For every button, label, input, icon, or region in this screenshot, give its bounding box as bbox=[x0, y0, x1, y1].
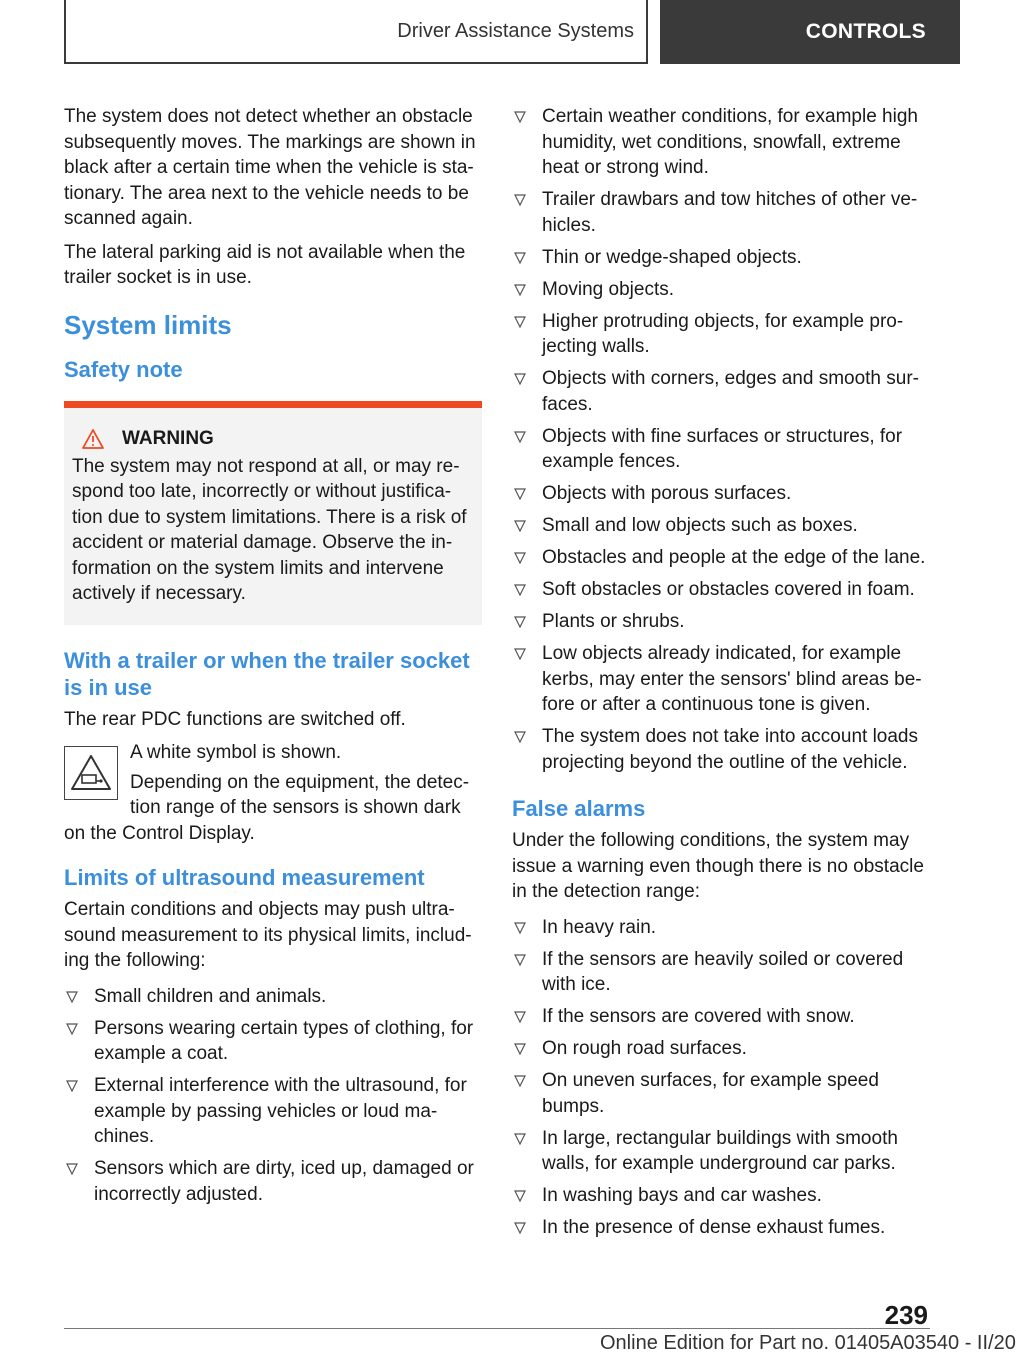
symbol-block bbox=[64, 740, 482, 846]
triangle-bullet-icon bbox=[514, 954, 526, 966]
list-item-text: The system does not take into account loads projecting beyond the outline of the vehicle. bbox=[542, 726, 918, 773]
list-item-text: In washing bays and car washes. bbox=[542, 1185, 822, 1206]
triangle-bullet-icon bbox=[66, 991, 78, 1003]
heading-safety-note: Safety note bbox=[64, 357, 183, 382]
list-item bbox=[64, 1156, 482, 1207]
list-item bbox=[512, 1036, 930, 1062]
list-item bbox=[512, 1215, 930, 1241]
chapter-title: CONTROLS bbox=[805, 20, 926, 43]
triangle-bullet-icon bbox=[514, 616, 526, 628]
list-item-text: Soft obstacles or obstacles covered in foam. bbox=[542, 579, 915, 600]
list-item bbox=[512, 577, 930, 603]
list-item bbox=[512, 545, 930, 571]
list-item-text: Objects with porous surfaces. bbox=[542, 483, 792, 504]
trailer-warning-symbol-icon bbox=[64, 746, 118, 800]
list-item-text: Objects with corners, edges and smooth sur-faces. bbox=[542, 368, 920, 415]
list-item bbox=[512, 481, 930, 507]
triangle-bullet-icon bbox=[514, 431, 526, 443]
triangle-bullet-icon bbox=[514, 1043, 526, 1055]
list-item bbox=[64, 1073, 482, 1150]
list-item-text: Objects with fine surfaces or structures, for example fences. bbox=[542, 425, 903, 472]
paragraph: The rear PDC functions are switched off. bbox=[64, 708, 406, 730]
triangle-bullet-icon bbox=[514, 488, 526, 500]
list-item bbox=[64, 984, 482, 1010]
list-item bbox=[512, 513, 930, 539]
warning-triangle-icon bbox=[82, 429, 104, 449]
list-item-text: Small and low objects such as boxes. bbox=[542, 515, 858, 536]
paragraph: Under the following conditions, the system may issue a warning even though there is no obstacle in the detection range: bbox=[512, 830, 924, 902]
right-column bbox=[512, 104, 930, 1247]
header-chapter-tab[interactable] bbox=[660, 0, 960, 64]
footer-edition: Online Edition for Part no. 01405A03540 - II/20 bbox=[600, 1332, 1016, 1354]
list-item bbox=[512, 947, 930, 998]
triangle-bullet-icon bbox=[514, 1222, 526, 1234]
ultrasound-limits-list bbox=[64, 984, 482, 1208]
list-item bbox=[512, 187, 930, 238]
list-item-text: Moving objects. bbox=[542, 278, 675, 300]
list-item bbox=[512, 245, 930, 271]
list-item-text: On rough road surfaces. bbox=[542, 1038, 747, 1059]
list-item bbox=[512, 1183, 930, 1209]
triangle-bullet-icon bbox=[514, 1190, 526, 1202]
triangle-bullet-icon bbox=[514, 1011, 526, 1023]
detection-limits-list bbox=[512, 104, 930, 775]
triangle-bullet-icon bbox=[514, 1075, 526, 1087]
page-number: 239 bbox=[884, 1300, 928, 1330]
list-item-text: If the sensors are heavily soiled or covered with ice. bbox=[542, 948, 904, 995]
list-item-text: In the presence of dense exhaust fumes. bbox=[542, 1217, 886, 1238]
list-item-text: Sensors which are dirty, iced up, damaged or incorrectly adjusted. bbox=[94, 1158, 474, 1205]
heading-trailer: With a trailer or when the trailer socket is in use bbox=[64, 647, 470, 700]
warning-text: The system may not respond at all, or may re-spond too late, incorrectly or without justifica-tion due to system limitations. There is a risk of accident or material damage. Observe the in-formation on the system limits and intervene actively if necessary. bbox=[72, 455, 467, 604]
list-item bbox=[512, 1068, 930, 1119]
section-title: Driver Assistance Systems bbox=[397, 19, 634, 42]
triangle-bullet-icon bbox=[514, 731, 526, 743]
list-item bbox=[512, 609, 930, 635]
triangle-bullet-icon bbox=[514, 111, 526, 123]
list-item-text: Trailer drawbars and tow hitches of other ve-hicles. bbox=[542, 189, 918, 236]
triangle-bullet-icon bbox=[66, 1023, 78, 1035]
list-item bbox=[512, 724, 930, 775]
list-item-text: On uneven surfaces, for example speed bumps. bbox=[542, 1070, 879, 1117]
list-item bbox=[512, 424, 930, 475]
triangle-bullet-icon bbox=[514, 194, 526, 206]
triangle-bullet-icon bbox=[514, 316, 526, 328]
triangle-bullet-icon bbox=[514, 648, 526, 660]
triangle-bullet-icon bbox=[514, 373, 526, 385]
triangle-bullet-icon bbox=[514, 520, 526, 532]
list-item bbox=[512, 641, 930, 718]
triangle-bullet-icon bbox=[514, 584, 526, 596]
list-item-text: If the sensors are covered with snow. bbox=[542, 1006, 855, 1027]
triangle-bullet-icon bbox=[66, 1163, 78, 1175]
paragraph: Depending on the equipment, the detec-tion range of the sensors is shown dark on the Control Display. bbox=[64, 771, 470, 844]
list-item bbox=[512, 104, 930, 181]
warning-title: WARNING bbox=[122, 428, 214, 449]
list-item bbox=[512, 277, 930, 303]
list-item bbox=[512, 309, 930, 360]
triangle-bullet-icon bbox=[514, 1133, 526, 1145]
left-column bbox=[64, 104, 482, 1214]
heading-ultrasound-limits: Limits of ultrasound measurement bbox=[64, 865, 425, 890]
list-item bbox=[512, 1126, 930, 1177]
list-item-text: Thin or wedge-shaped objects. bbox=[542, 246, 802, 268]
list-item-text: Small children and animals. bbox=[94, 985, 327, 1007]
false-alarms-list bbox=[512, 915, 930, 1241]
paragraph: The lateral parking aid is not available when the trailer socket is in use. bbox=[64, 241, 466, 288]
triangle-bullet-icon bbox=[514, 252, 526, 264]
warning-box bbox=[64, 401, 482, 625]
list-item-text: Low objects already indicated, for example kerbs, may enter the sensors' blind areas be-fore or after a continuous tone is given. bbox=[542, 643, 922, 715]
list-item-text: Certain weather conditions, for example high humidity, wet conditions, snowfall, extreme heat or strong wind. bbox=[542, 106, 918, 178]
warning-header bbox=[72, 426, 474, 452]
paragraph: Certain conditions and objects may push ultra-sound measurement to its physical limits, includ-ing the following: bbox=[64, 899, 472, 971]
heading-false-alarms: False alarms bbox=[512, 796, 646, 821]
heading-system-limits: System limits bbox=[64, 309, 232, 340]
list-item bbox=[512, 1004, 930, 1030]
list-item bbox=[64, 1016, 482, 1067]
list-item-text: In heavy rain. bbox=[542, 916, 657, 938]
list-item-text: Obstacles and people at the edge of the lane. bbox=[542, 547, 926, 568]
list-item-text: Plants or shrubs. bbox=[542, 611, 685, 632]
footer-divider bbox=[64, 1328, 930, 1329]
header-section-title bbox=[64, 0, 648, 64]
list-item-text: Persons wearing certain types of clothing, for example a coat. bbox=[94, 1017, 474, 1064]
triangle-bullet-icon bbox=[514, 284, 526, 296]
list-item-text: In large, rectangular buildings with smooth walls, for example underground car parks. bbox=[542, 1127, 898, 1174]
list-item bbox=[512, 915, 930, 941]
triangle-bullet-icon bbox=[514, 552, 526, 564]
paragraph: A white symbol is shown. bbox=[130, 742, 342, 763]
list-item-text: Higher protruding objects, for example pro-jecting walls. bbox=[542, 310, 904, 357]
list-item-text: External interference with the ultrasound, for example by passing vehicles or loud ma-chines. bbox=[94, 1075, 467, 1147]
triangle-bullet-icon bbox=[66, 1080, 78, 1092]
triangle-bullet-icon bbox=[514, 922, 526, 934]
list-item bbox=[512, 366, 930, 417]
paragraph: The system does not detect whether an obstacle subsequently moves. The markings are shown in black after a certain time when the vehicle is sta-tionary. The area next to the vehicle needs to be scanned again. bbox=[64, 106, 476, 229]
